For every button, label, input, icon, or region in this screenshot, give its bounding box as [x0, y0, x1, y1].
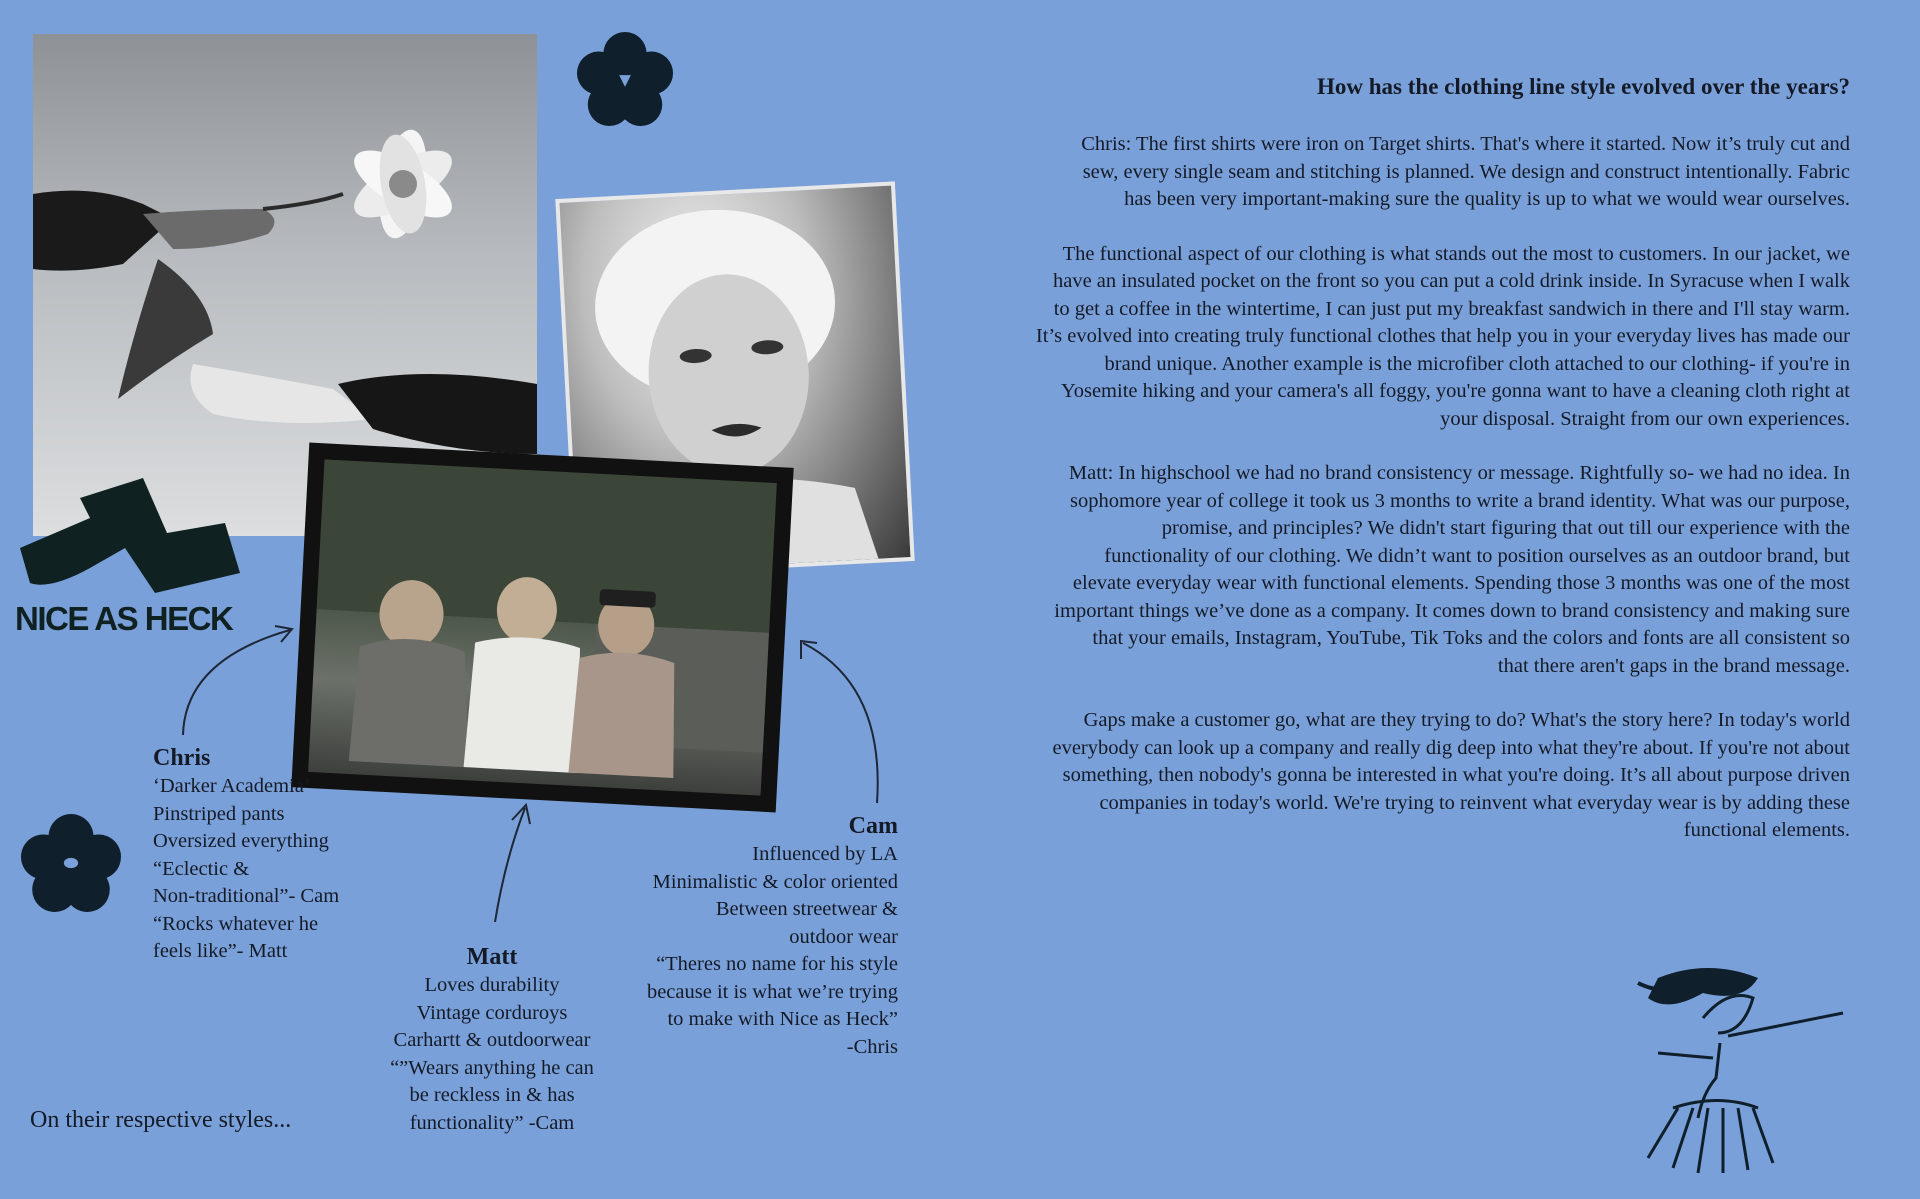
style-note: be reckless in & has [409, 1084, 575, 1106]
article-line: functional elements. [1683, 819, 1850, 841]
article-paragraph [935, 460, 1850, 680]
article-line: has been very important-making sure the quality is up to what we would wear ourselves. [1124, 188, 1850, 210]
style-note: because it is what we’re trying [646, 980, 898, 1003]
article-line: The functional aspect of our clothing is what stands out the most to customers. In our jacket, we [1062, 242, 1850, 265]
article-line: companies in today's world. We're trying to reinvent what everyday wear is by adding these [1099, 791, 1850, 814]
style-note: Non-traditional”- Cam [153, 885, 340, 907]
style-note: outdoor wear [789, 925, 898, 948]
article-line: Yosemite hiking and your camera's all foggy, you're gonna want to have a cleaning cloth right at [1060, 380, 1850, 402]
article-line: elevate everyday wear with functional elements. Spending those 3 months was one of the most [1072, 572, 1850, 594]
person-name: Cam [848, 813, 898, 839]
style-note: “Rocks whatever he [153, 912, 319, 935]
article-line: Gaps make a customer go, what are they trying to do? What's the story here? In today's world [1083, 709, 1850, 731]
arrow-to-chris [175, 620, 300, 740]
matt-style-notes [372, 942, 612, 1137]
article-line: Matt: In highschool we had no brand consistency or message. Rightfully so- we had no idea. In [1068, 462, 1850, 484]
style-note: Between streetwear & [715, 898, 898, 920]
article-question: How has the clothing line style evolved over the years? [1317, 74, 1850, 99]
article-line: have an insulated pocket on the front so you can put a cold drink inside. In Syracuse when I walk [1052, 270, 1850, 292]
flower-doodle-icon [573, 30, 677, 128]
article-line: promise, and principles? We didn't start figuring that out till our experience with the [1161, 517, 1850, 539]
style-note: ‘Darker Academia’ [153, 775, 311, 797]
chris-style-notes [153, 743, 339, 966]
group-photo [291, 443, 793, 813]
hula-dancer-illustration [1628, 958, 1860, 1194]
brand-logo-text: NICE AS HECK [15, 600, 233, 637]
article-line: brand unique. Another example is the microfiber cloth attached to our clothing- if you're in [1104, 352, 1850, 375]
article-line: functionality of our clothing. We didn’t want to position ourselves as an outdoor brand, but [1104, 544, 1850, 567]
article-line: It’s evolved into creating truly functional clothes that help you in your everyday lives has made our [1035, 325, 1850, 347]
style-note: -Chris [846, 1035, 898, 1058]
style-note: Loves durability [424, 974, 560, 996]
cam-style-notes [647, 811, 898, 1061]
arrow-to-cam [795, 635, 885, 805]
article-line: to get a coffee in the wintertime, I can just put my breakfast sandwich in there and I'll stay warm. [1053, 297, 1850, 320]
article-line: important things we’ve done as a company. It comes down to brand consistency and making sure [1054, 599, 1850, 622]
style-note: to make with Nice as Heck” [667, 1008, 898, 1030]
article-paragraph [935, 241, 1850, 434]
group-photo-image [308, 459, 777, 795]
article-line: something, then nobody's gonna be interested in what you're doing. It’s all about purpose driven [1062, 764, 1850, 786]
style-note: Influenced by LA [752, 843, 898, 865]
style-note: “”Wears anything he can [390, 1056, 594, 1079]
style-note: Vintage corduroys [416, 1001, 568, 1024]
arrow-to-matt [490, 800, 535, 925]
article-paragraph [935, 707, 1850, 845]
article-line: Chris: The first shirts were iron on Target shirts. That's where it started. Now it’s truly cut and [1081, 133, 1850, 155]
page-caption: On their respective styles... [30, 1107, 292, 1133]
article-body [935, 131, 1850, 872]
style-note: functionality” -Cam [409, 1111, 575, 1134]
article-line: that your emails, Instagram, YouTube, Tik Toks and the colors and fonts are all consistent so [1092, 627, 1850, 649]
person-name: Matt [466, 944, 518, 970]
article-line: that there aren't gaps in the brand message. [1497, 654, 1850, 677]
style-note: Pinstriped pants [153, 802, 285, 825]
article-paragraph [935, 131, 1850, 214]
style-note: “Eclectic & [153, 857, 250, 880]
article-line: your disposal. Straight from our own experiences. [1440, 407, 1850, 430]
style-note: “Theres no name for his style [656, 953, 898, 975]
flower-doodle-icon [16, 812, 126, 914]
article-line: sophomore year of college it took us 3 months to write a brand identity. What was our purpose, [1070, 489, 1850, 512]
style-note: Minimalistic & color oriented [652, 870, 898, 893]
style-note: feels like”- Matt [153, 940, 288, 962]
person-name: Chris [153, 745, 211, 771]
article-line: sew, every single seam and stitching is planned. We design and construct intentionally. Fabric [1082, 160, 1850, 183]
article-line: everybody can look up a company and really dig deep into what they're about. If you're not about [1052, 736, 1850, 759]
style-note: Oversized everything [153, 830, 329, 852]
style-note: Carhartt & outdoorwear [393, 1029, 591, 1051]
brand-logo-mark [15, 478, 240, 593]
